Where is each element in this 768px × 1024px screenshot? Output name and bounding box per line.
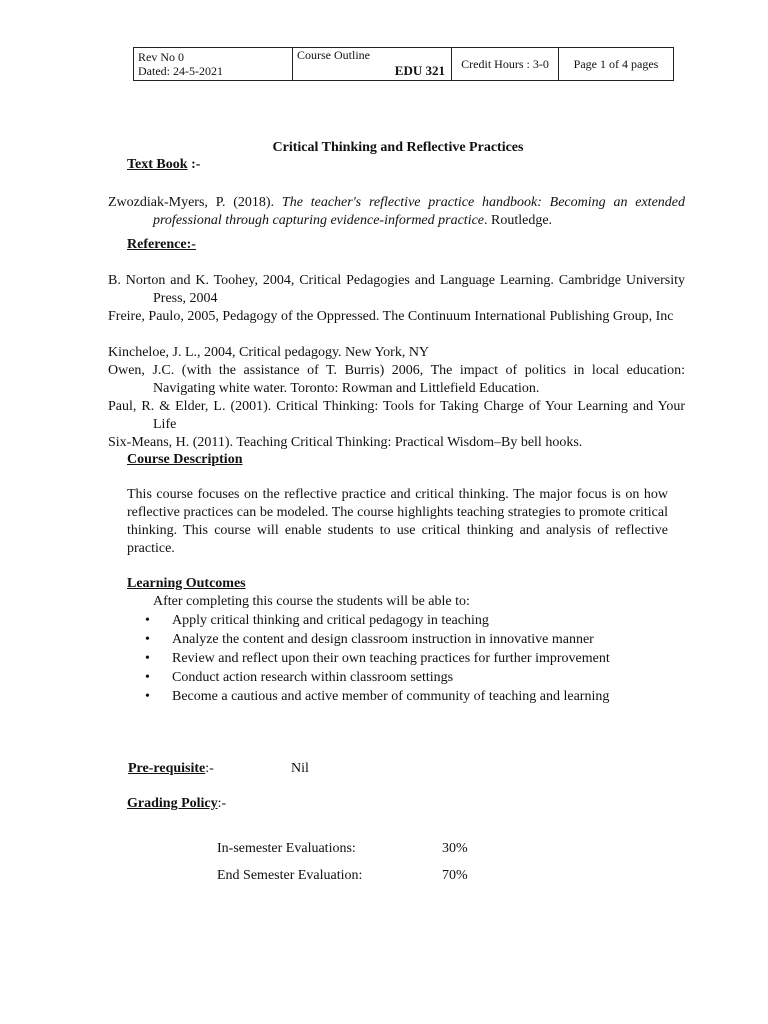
textbook-publisher: . Routledge.	[484, 213, 553, 228]
reference-item: Six-Means, H. (2011). Teaching Critical Thinking: Practical Wisdom–By bell hooks.	[108, 435, 583, 450]
list-item: • Analyze the content and design classroom instruction in innovative manner	[143, 631, 641, 649]
reference-item: B. Norton and K. Toohey, 2004, Critical Pedagogies and Language Learning. Cambridge University Press, 2004	[108, 273, 685, 306]
revision-cell	[134, 48, 293, 81]
course-outline-cell	[293, 48, 452, 81]
textbook-author: Zwozdiak-Myers, P. (2018).	[108, 195, 282, 210]
reference-item: Freire, Paulo, 2005, Pedagogy of the Oppressed. The Continuum International Publishing Group, Inc	[108, 309, 674, 324]
list-item: • Review and reflect upon their own teaching practices for further improvement	[143, 650, 641, 668]
grading-policy-label: Grading Policy	[127, 796, 218, 811]
textbook-heading-suffix: :-	[187, 157, 201, 172]
course-description-heading-label: Course Description	[127, 452, 243, 467]
course-description-text: This course focuses on the reflective practice and critical thinking. The major focus is on how reflective practices can be modeled. The course highlights teaching strategies to promote critical thinking. This course will enable students to use critical thinking and analysis of reflective practice.	[127, 487, 668, 556]
learning-outcomes-intro: After completing this course the students will be able to:	[153, 594, 470, 609]
prerequisite-label: Pre-requisite	[128, 761, 206, 776]
textbook-heading-label: Text Book	[127, 157, 188, 172]
grading-policy-suffix: :-	[217, 796, 227, 811]
course-code: EDU 321	[394, 63, 445, 78]
learning-outcomes-heading	[127, 576, 246, 592]
prerequisite-heading	[128, 761, 214, 777]
page-count: Page 1 of 4 pages	[559, 48, 674, 81]
learning-outcomes-heading-label: Learning Outcomes	[127, 576, 246, 591]
textbook-heading	[127, 157, 200, 173]
reference-item: Owen, J.C. (with the assistance of T. Burris) 2006, The impact of politics in local education: Navigating white water. Toronto: Rowman and Littlefield Education.	[108, 363, 685, 396]
list-item: • Apply critical thinking and critical pedagogy in teaching	[143, 612, 641, 630]
credit-hours: Credit Hours : 3-0	[452, 48, 559, 81]
grading-policy-heading	[127, 796, 226, 812]
learning-outcomes-list	[143, 612, 641, 707]
prerequisite-value: Nil	[291, 761, 309, 776]
grading-row-label: End Semester Evaluation:	[217, 868, 363, 883]
grading-row-value: 70%	[442, 868, 468, 883]
reference-heading	[127, 237, 196, 253]
course-description-heading	[127, 452, 243, 468]
grading-row-label: In-semester Evaluations:	[217, 841, 356, 856]
list-item: • Conduct action research within classroom settings	[143, 669, 641, 687]
textbook-entry	[108, 194, 685, 230]
textbook-title: The teacher's reflective practice handbook: Becoming an extended professional through capturing evidence-informed practice	[153, 195, 685, 228]
revision-date: Dated: 24-5-2021	[138, 64, 223, 78]
page-title: Critical Thinking and Reflective Practices	[272, 140, 524, 155]
course-outline-label: Course Outline	[297, 48, 370, 62]
document-header	[133, 47, 674, 81]
reference-item: Paul, R. & Elder, L. (2001). Critical Thinking: Tools for Taking Charge of Your Learning and Your Life	[108, 399, 685, 432]
revision-number: Rev No 0	[138, 50, 184, 64]
grading-row-value: 30%	[442, 841, 468, 856]
prerequisite-suffix: :-	[205, 761, 214, 776]
reference-heading-label: Reference:-	[127, 237, 196, 252]
list-item: • Become a cautious and active member of community of teaching and learning	[143, 688, 641, 706]
reference-item: Kincheloe, J. L., 2004, Critical pedagogy. New York, NY	[108, 345, 430, 360]
